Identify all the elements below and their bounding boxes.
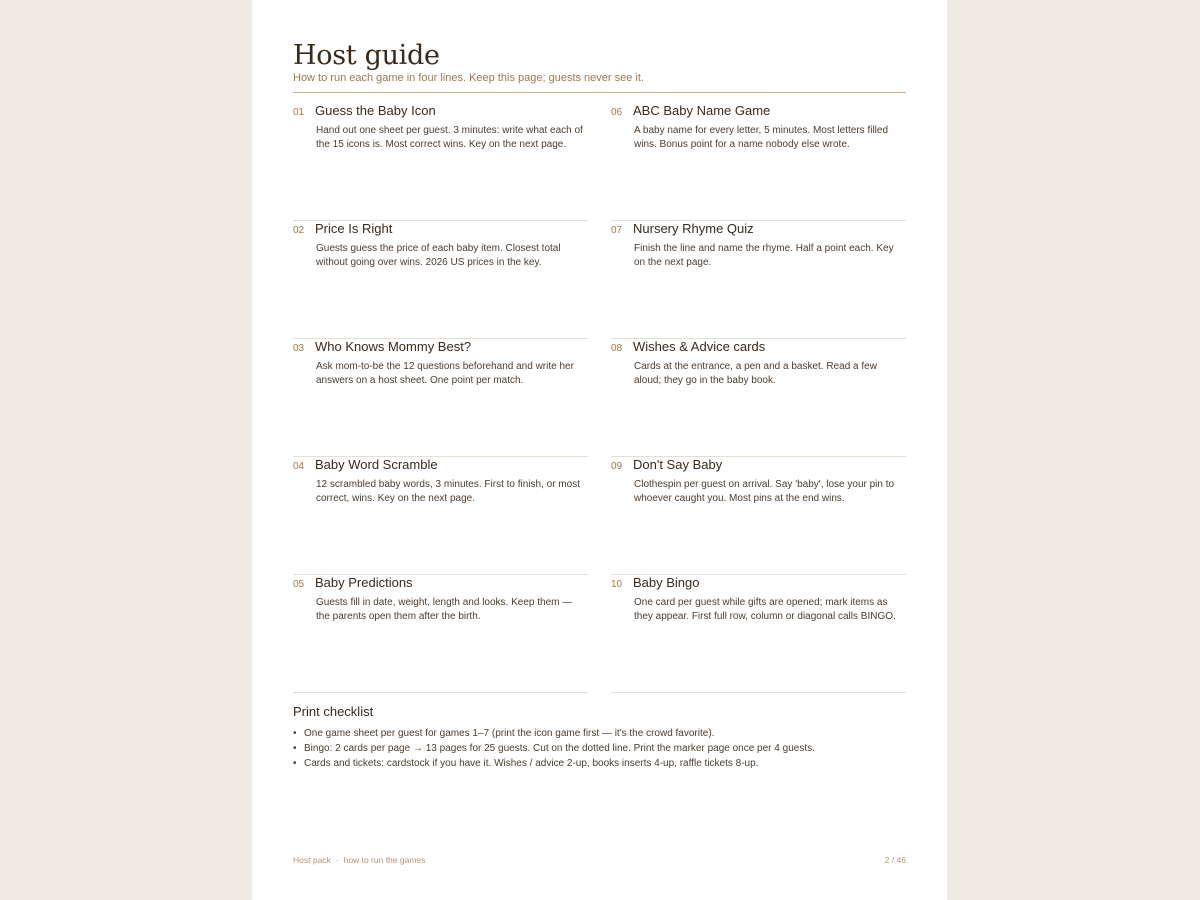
document-page <box>252 0 947 900</box>
page-footer <box>293 855 906 865</box>
game-description: 12 scrambled baby words, 3 minutes. First to finish, or most correct, wins. Key on the next page. <box>316 479 580 504</box>
game-item-05 <box>293 575 588 693</box>
game-item-01 <box>293 103 588 221</box>
game-number: 10 <box>611 579 623 590</box>
footer-section-name: how to run the games <box>343 855 426 865</box>
game-description: Cards at the entrance, a pen and a basket. Read a few aloud; they go in the baby book. <box>634 361 877 386</box>
checklist-list <box>293 726 906 771</box>
game-number: 04 <box>293 461 305 472</box>
game-name: Nursery Rhyme Quiz <box>633 221 754 236</box>
game-description: Clothespin per guest on arrival. Say 'baby', lose your pin to whoever caught you. Most pins at the end wins. <box>634 479 895 504</box>
game-description: Ask mom-to-be the 12 questions beforehand and write her answers on a host sheet. One point per match. <box>316 361 574 386</box>
game-name: Price Is Right <box>315 221 393 236</box>
checklist-item-text: One game sheet per guest for games 1–7 (print the icon game first — it's the crowd favorite). <box>304 728 715 739</box>
game-description: A baby name for every letter, 5 minutes. Most letters filled wins. Bonus point for a name nobody else wrote. <box>634 125 889 150</box>
header-divider <box>293 92 906 93</box>
game-number: 02 <box>293 225 305 236</box>
game-name: Guess the Baby Icon <box>315 103 436 118</box>
page-subtitle: How to run each game in four lines. Keep this page; guests never see it. <box>293 72 644 84</box>
game-number: 06 <box>611 107 623 118</box>
game-number: 01 <box>293 107 305 118</box>
game-name: Baby Bingo <box>633 575 700 590</box>
list-item <box>293 741 906 756</box>
footer-pack-name: Host pack <box>293 855 331 865</box>
game-name: Baby Predictions <box>315 575 413 590</box>
game-item-08 <box>611 339 906 457</box>
game-number: 07 <box>611 225 623 236</box>
list-item <box>293 726 906 741</box>
game-item-06 <box>611 103 906 221</box>
game-number: 05 <box>293 579 305 590</box>
game-description: Finish the line and name the rhyme. Half a point each. Key on the next page. <box>634 243 894 268</box>
game-item-07 <box>611 221 906 339</box>
list-item <box>293 756 906 771</box>
checklist-item-text: Bingo: 2 cards per page → 13 pages for 25 guests. Cut on the dotted line. Print the marker page once per 4 guests. <box>304 743 815 754</box>
page-content <box>293 38 906 771</box>
game-item-10 <box>611 575 906 693</box>
game-description: Guests guess the price of each baby item. Closest total without going over wins. 2026 US prices in the key. <box>316 243 561 268</box>
game-item-03 <box>293 339 588 457</box>
game-name: Don't Say Baby <box>633 457 723 472</box>
game-number: 09 <box>611 461 623 472</box>
checklist-item-text: Cards and tickets: cardstock if you have it. Wishes / advice 2-up, books inserts 4-up, raffle tickets 8-up. <box>304 758 759 769</box>
print-checklist <box>293 703 906 771</box>
game-item-09 <box>611 457 906 575</box>
game-description: Hand out one sheet per guest. 3 minutes: write what each of the 15 icons is. Most correct wins. Key on the next page. <box>316 125 583 150</box>
game-description: Guests fill in date, weight, length and looks. Keep them — the parents open them after the birth. <box>316 597 573 622</box>
game-description: One card per guest while gifts are opened; mark items as they appear. First full row, column or diagonal calls BINGO. <box>634 597 896 622</box>
page-number: 2 / 46 <box>884 855 906 865</box>
game-number: 08 <box>611 343 623 354</box>
game-name: Who Knows Mommy Best? <box>315 339 472 354</box>
checklist-title: Print checklist <box>293 704 374 719</box>
game-item-02 <box>293 221 588 339</box>
page-title: Host guide <box>293 40 440 71</box>
game-name: ABC Baby Name Game <box>633 103 771 118</box>
game-number: 03 <box>293 343 305 354</box>
bullet-icon: • <box>293 743 297 754</box>
bullet-icon: • <box>293 728 297 739</box>
footer-label <box>293 855 425 865</box>
bullet-icon: • <box>293 758 297 769</box>
game-name: Baby Word Scramble <box>315 457 438 472</box>
game-name: Wishes & Advice cards <box>633 339 766 354</box>
footer-separator: · <box>335 855 339 865</box>
game-item-04 <box>293 457 588 575</box>
games-grid <box>293 103 906 693</box>
